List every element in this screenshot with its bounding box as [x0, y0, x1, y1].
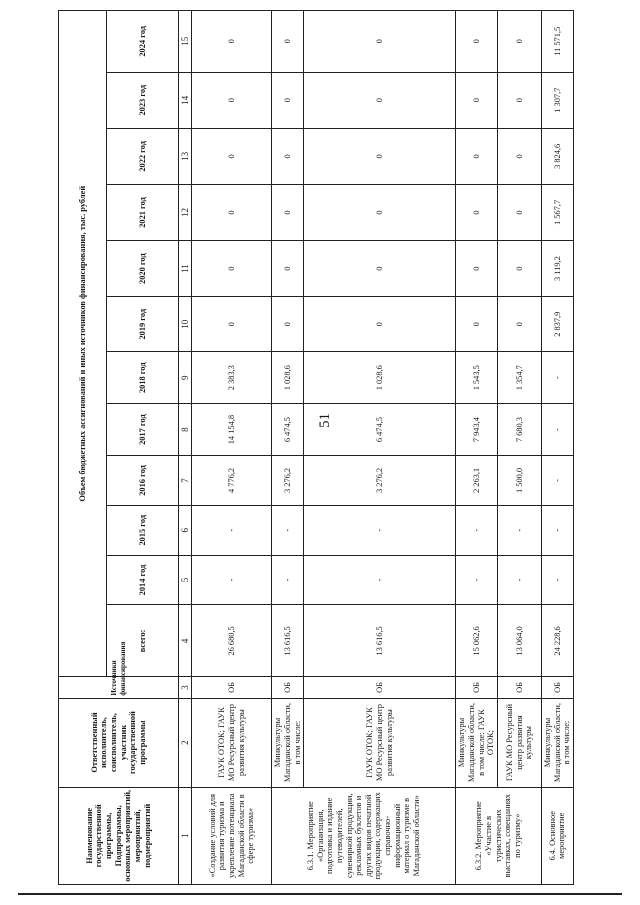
resp-top-text: Минкультуры Магаданской области, в том числе: — [457, 703, 486, 783]
value-cell: 13 616,5 — [272, 605, 304, 677]
value-cell: 1 543,5 — [456, 352, 498, 404]
row-responsible: ГАУК МО Ресурсный центр развития культуры — [497, 698, 541, 787]
row-source: ОБ — [192, 677, 272, 698]
col-number: 7 — [179, 456, 192, 506]
value-cell: 0 — [456, 11, 498, 73]
value-cell: 1 028,6 — [304, 352, 456, 404]
header-year-2014: 2014 год — [107, 555, 179, 605]
value-cell: 0 — [304, 72, 456, 128]
value-cell: 13 064,0 — [497, 605, 541, 677]
header-year-2024: 2024 год — [107, 11, 179, 73]
value-cell: - — [497, 555, 541, 605]
header-year-2022: 2022 год — [107, 128, 179, 184]
row-responsible: ГАУК ОТОК; ГАУК МО Ресурсный центр развития культуры — [304, 698, 456, 787]
resp-mid-text: ГАУК ОТОК; — [476, 709, 496, 756]
row-source: ОБ — [272, 677, 304, 698]
value-cell: - — [456, 555, 498, 605]
value-cell: 3 276,2 — [304, 456, 456, 506]
row-source: ОБ — [304, 677, 456, 698]
value-cell: 1 354,7 — [497, 352, 541, 404]
header-total: всего: — [107, 605, 179, 677]
col-number: 4 — [179, 605, 192, 677]
value-cell: 0 — [497, 184, 541, 240]
value-cell: - — [304, 555, 456, 605]
header-year-2021: 2021 год — [107, 184, 179, 240]
row-name: «Создание условий для развития туризма и укрепление потенциала Магаданской области в сфере туризма» — [192, 787, 272, 884]
header-source: Источники финансирования — [59, 677, 179, 698]
value-cell: 0 — [192, 128, 272, 184]
value-cell: 0 — [304, 184, 456, 240]
value-cell: - — [272, 555, 304, 605]
value-cell: 1 567,7 — [541, 184, 573, 240]
value-cell: 11 571,5 — [541, 11, 573, 73]
value-cell: 0 — [192, 297, 272, 352]
value-cell: - — [541, 505, 573, 555]
header-year-2016: 2016 год — [107, 456, 179, 506]
value-cell: 0 — [304, 128, 456, 184]
value-cell: 0 — [272, 72, 304, 128]
col-number: 15 — [179, 11, 192, 73]
value-cell: 0 — [272, 184, 304, 240]
value-cell: 6 474,5 — [272, 404, 304, 456]
value-cell: - — [192, 555, 272, 605]
value-cell: 0 — [497, 297, 541, 352]
table-row — [541, 11, 573, 885]
col-number: 6 — [179, 505, 192, 555]
value-cell: 0 — [272, 128, 304, 184]
value-cell: 0 — [497, 11, 541, 73]
col-number: 1 — [179, 787, 192, 884]
col-number: 2 — [179, 698, 192, 787]
value-cell: 0 — [192, 241, 272, 297]
col-number: 9 — [179, 352, 192, 404]
header-year-2015: 2015 год — [107, 505, 179, 555]
value-cell: - — [541, 456, 573, 506]
header-year-2023: 2023 год — [107, 72, 179, 128]
row-name: 6.3.1. Мероприятие «Организация, подготовка и издание путеводителей, сувенирной продукции, рекламных буклетов и других видов печатной продукции, содержащих справочно-информационный материал о туризме в Магаданской области» — [272, 787, 456, 884]
value-cell: 0 — [456, 72, 498, 128]
row-responsible: Минкультуры Магаданской области, в том числе: — [541, 698, 573, 787]
value-cell: 0 — [304, 297, 456, 352]
budget-table-rotated — [58, 10, 572, 885]
value-cell: 0 — [497, 241, 541, 297]
col-number: 3 — [179, 677, 192, 698]
row-name: 6.4. Основное мероприятие — [541, 787, 573, 884]
value-cell: - — [272, 505, 304, 555]
value-cell: - — [541, 404, 573, 456]
value-cell: 13 616,5 — [304, 605, 456, 677]
value-cell: 0 — [272, 11, 304, 73]
header-name: Наименование государственной программы, Подпрограммы, основных мероприятий, мероприятий, подмероприятий — [59, 787, 179, 884]
value-cell: 2 383,3 — [192, 352, 272, 404]
value-cell: 3 119,2 — [541, 241, 573, 297]
row-responsible-top: Минкультуры Магаданской области, в том числе: — [272, 698, 304, 787]
value-cell: - — [541, 352, 573, 404]
value-cell: 0 — [192, 72, 272, 128]
header-funding-group: Объем бюджетных ассигнований и иных источников финансирования, тыс. рублей — [59, 11, 107, 677]
header-year-2020: 2020 год — [107, 241, 179, 297]
value-cell: - — [304, 505, 456, 555]
table-row — [272, 11, 304, 885]
col-number: 12 — [179, 184, 192, 240]
value-cell: 0 — [456, 128, 498, 184]
value-cell: 1 307,7 — [541, 72, 573, 128]
value-cell: 4 776,2 — [192, 456, 272, 506]
value-cell: - — [192, 505, 272, 555]
value-cell: 26 680,5 — [192, 605, 272, 677]
column-number-row — [179, 11, 192, 885]
value-cell: 3 276,2 — [272, 456, 304, 506]
row-source: ОБ — [497, 677, 541, 698]
value-cell: 15 062,6 — [456, 605, 498, 677]
value-cell: 0 — [497, 72, 541, 128]
header-year-2017: 2017 год — [107, 404, 179, 456]
page-number: 51 — [317, 413, 333, 428]
col-number: 11 — [179, 241, 192, 297]
bottom-divider — [18, 893, 622, 895]
row-source: ОБ — [541, 677, 573, 698]
row-source: ОБ — [456, 677, 498, 698]
value-cell: 7 680,3 — [497, 404, 541, 456]
col-number: 5 — [179, 555, 192, 605]
value-cell: 0 — [456, 184, 498, 240]
value-cell: 0 — [272, 297, 304, 352]
header-responsible: Ответственный исполнитель, соисполнитель, участник государственной программы — [59, 698, 179, 787]
value-cell: 7 943,4 — [456, 404, 498, 456]
value-cell: 0 — [272, 241, 304, 297]
header-year-2018: 2018 год — [107, 352, 179, 404]
table-row — [456, 11, 498, 885]
header-year-2019: 2019 год — [107, 297, 179, 352]
value-cell: 0 — [456, 241, 498, 297]
value-cell: 14 154,8 — [192, 404, 272, 456]
row-responsible: ГАУК ОТОК; ГАУК МО Ресурсный центр развития культуры — [192, 698, 272, 787]
value-cell: - — [456, 505, 498, 555]
value-cell: 0 — [304, 11, 456, 73]
budget-table — [58, 10, 574, 885]
value-cell: - — [541, 555, 573, 605]
row-name: 6.3.2. Мероприятие «Участие в туристических выставках, совещаниях по туризму» — [456, 787, 542, 884]
col-number: 14 — [179, 72, 192, 128]
value-cell: - — [497, 505, 541, 555]
value-cell: 0 — [497, 128, 541, 184]
value-cell: 0 — [304, 241, 456, 297]
value-cell: 2 837,9 — [541, 297, 573, 352]
value-cell: 6 474,5 — [304, 404, 456, 456]
table-row — [192, 11, 272, 885]
value-cell: 24 228,6 — [541, 605, 573, 677]
value-cell: 0 — [456, 297, 498, 352]
value-cell: 0 — [192, 11, 272, 73]
value-cell: 3 824,6 — [541, 128, 573, 184]
col-number: 8 — [179, 404, 192, 456]
value-cell: 2 263,1 — [456, 456, 498, 506]
value-cell: 1 500,0 — [497, 456, 541, 506]
col-number: 13 — [179, 128, 192, 184]
col-number: 10 — [179, 297, 192, 352]
value-cell: 0 — [192, 184, 272, 240]
table-row — [304, 11, 456, 885]
value-cell: 1 028,6 — [272, 352, 304, 404]
table-row — [497, 11, 541, 885]
row-responsible-top — [456, 698, 498, 787]
